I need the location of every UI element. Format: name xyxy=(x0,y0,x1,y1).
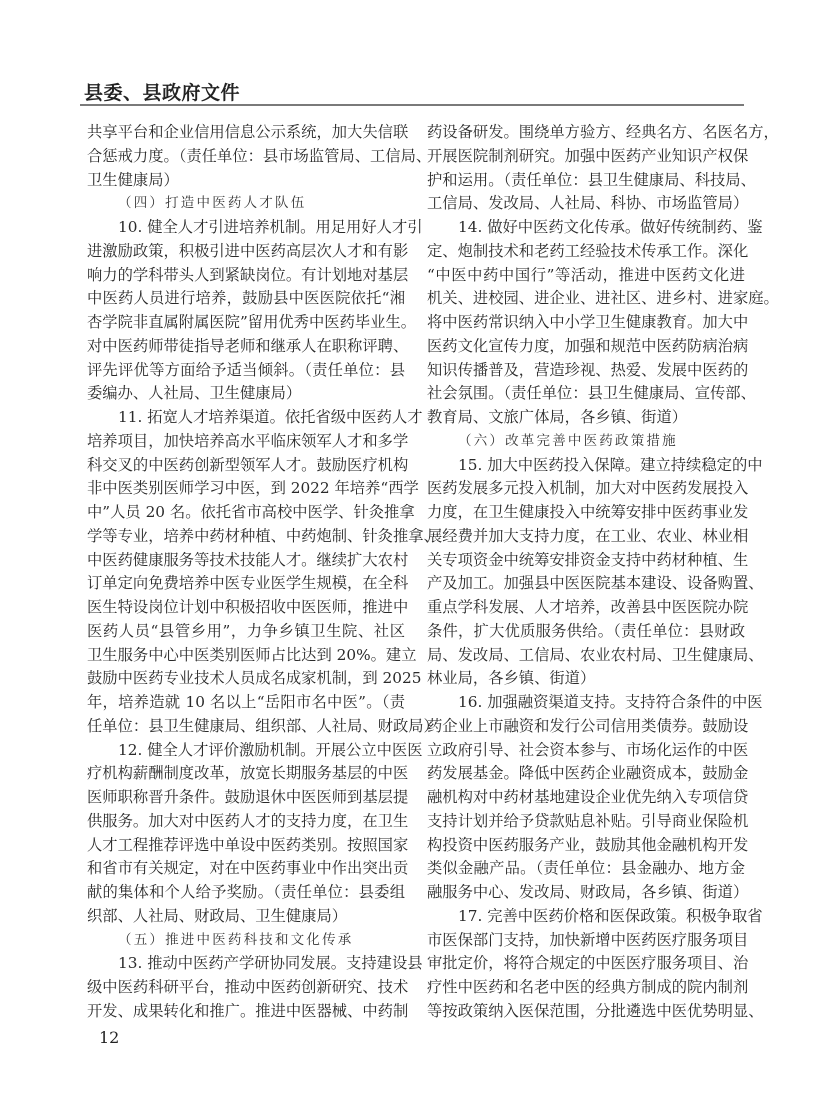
text-line: 合惩戒力度。（责任单位：县市场监管局、工信局、 xyxy=(87,146,432,165)
section-heading xyxy=(87,192,405,216)
text-line: 13. 推动中医药产学研协同发展。支持建设县 xyxy=(118,954,423,973)
section-heading xyxy=(87,929,405,953)
text-line: 立政府引导、社会资本参与、市场化运作的中医 xyxy=(427,740,749,759)
text-line: 教育局、文旅广体局，各乡镇、街道） xyxy=(427,408,688,426)
text-line: 级中医药科研平台，推动中医药创新研究、技术 xyxy=(87,978,409,996)
text-line: 进激励政策，积极引进中医药高层次人才和有影 xyxy=(87,241,409,260)
text-line: 献的集体和个人给予奖励。（责任单位：县委组 xyxy=(87,883,405,901)
text-line: 支持计划并给予贷款贴息补贴。引导商业保险机 xyxy=(427,811,749,830)
text-line: 融服务中心、发改局、财政局，各乡镇、街道） xyxy=(427,883,749,901)
text-line: 类似金融产品。（责任单位：县金融办、地方金 xyxy=(427,859,745,878)
text-line: 融机构对中药材基地建设企业优先纳入专项信贷 xyxy=(427,788,749,806)
paragraph xyxy=(427,121,779,216)
text-line: 药设备研发。围绕单方验方、经典名方、名医名方， xyxy=(427,123,779,141)
paragraph xyxy=(427,454,764,692)
text-line: 学等专业，培养中药材种植、中药炮制、针灸推拿、 xyxy=(87,526,439,545)
paragraph xyxy=(427,905,764,1024)
text-line: 关专项资金中统筹安排资金支持中药材种植、生 xyxy=(427,550,749,569)
text-line: 响力的学科带头人到紧缺岗位。有计划地对基层 xyxy=(87,265,409,284)
page-number: 12 xyxy=(99,1028,120,1047)
text-line: 重点学科发展、人才培养，改善县中医医院办院 xyxy=(427,598,749,616)
text-line: 和省市有关规定，对在中医药事业中作出突出贡 xyxy=(87,859,409,878)
text-line: 局、发改局、工信局、农业农村局、卫生健康局、 xyxy=(427,645,764,664)
text-line: 条件，扩大优质服务供给。（责任单位：县财政 xyxy=(427,621,745,640)
paragraph xyxy=(427,216,779,430)
text-line: 护和运用。（责任单位：县卫生健康局、科技局、 xyxy=(427,170,756,189)
text-line: 委编办、人社局、卫生健康局） xyxy=(87,384,302,403)
text-line: 医药人员“县管乡用”，力争乡镇卫生院、社区 xyxy=(87,621,405,640)
text-line: 非中医类别医师学习中医，到 2022 年培养“西学 xyxy=(87,479,419,498)
paragraph xyxy=(87,739,423,929)
paragraph xyxy=(87,121,432,192)
paragraph xyxy=(427,691,763,905)
text-line: 任单位：县卫生健康局、组织部、人社局、财政局） xyxy=(87,716,439,735)
paragraph xyxy=(87,406,439,739)
text-line: 市医保部门支持，加快新增中医药医疗服务项目 xyxy=(427,930,749,949)
text-line: 17. 完善中医药价格和医保政策。积极争取省 xyxy=(458,906,763,925)
text-line: 科交叉的中医药创新型领军人才。鼓励医疗机构 xyxy=(87,455,409,474)
text-line: 人才工程推荐评选中单设中医药类别。按照国家 xyxy=(87,835,409,854)
text-line: 药企业上市融资和发行公司信用类债券。鼓励设 xyxy=(427,716,749,735)
text-line: 对中医药师带徒指导老师和继承人在职称评聘、 xyxy=(87,336,409,355)
section-heading xyxy=(427,430,745,454)
text-line: 评先评优等方面给予适当倾斜。（责任单位：县 xyxy=(87,360,405,379)
text-line: 卫生健康局） xyxy=(87,170,179,189)
text-line: 中医药健康服务等技术技能人才。继续扩大农村 xyxy=(87,550,409,569)
text-line: 产及加工。加强县中医医院基本建设、设备购置、 xyxy=(427,574,764,593)
text-line: 培养项目，加快培养高水平临床领军人才和多学 xyxy=(87,431,409,450)
text-line: 药发展基金。降低中医药企业融资成本，鼓励金 xyxy=(427,764,749,783)
heading-text: （四）打造中医药人才队伍 xyxy=(118,195,307,212)
text-line: 中”人员 20 名。依托省市高校中医学、针灸推拿 xyxy=(87,503,415,521)
header-rule xyxy=(80,104,744,106)
text-line: 林业局，各乡镇、街道） xyxy=(427,669,596,688)
text-line: 社会氛围。（责任单位：县卫生健康局、宣传部、 xyxy=(427,384,756,403)
text-line: 杏学院非直属附属医院”留用优秀中医药毕业生。 xyxy=(87,313,417,331)
text-line: 医药文化宣传力度，加强和规范中医药防病治病 xyxy=(427,336,749,355)
text-line: 力度，在卫生健康投入中统筹安排中医药事业发 xyxy=(427,503,749,521)
text-line: 开发、成果转化和推广。推进中医器械、中药制 xyxy=(87,1001,409,1020)
text-line: 医师职称晋升条件。鼓励退休中医医师到基层提 xyxy=(87,788,409,806)
text-line: 知识传播普及，营造珍视、热爱、发展中医药的 xyxy=(427,360,749,379)
text-line: 等按政策纳入医保范围，分批遴选中医优势明显、 xyxy=(427,1001,764,1020)
text-line: 10. 健全人才引进培养机制。用足用好人才引 xyxy=(118,218,423,236)
paragraph xyxy=(87,952,423,1023)
running-header-title: 县委、县政府文件 xyxy=(84,82,241,104)
heading-text: （五）推进中医药科技和文化传承 xyxy=(118,931,354,948)
right-column xyxy=(427,121,779,1024)
text-line: 开展医院制剂研究。加强中医药产业知识产权保 xyxy=(427,146,749,165)
text-line: 卫生服务中心中医类别医师占比达到 20%。建立 xyxy=(87,645,417,664)
left-column xyxy=(87,121,439,1024)
text-line: 疗机构薪酬制度改革，放宽长期服务基层的中医 xyxy=(87,764,409,783)
text-line: 审批定价，将符合规定的中医医疗服务项目、治 xyxy=(427,954,749,973)
text-line: “中医中药中国行”等活动，推进中医药文化进 xyxy=(427,265,745,284)
text-line: 鼓励中医药专业技术人员成名成家机制，到 2025 xyxy=(87,669,422,688)
text-line: 12. 健全人才评价激励机制。开展公立中医医 xyxy=(118,740,423,759)
paragraph xyxy=(87,216,423,406)
text-line: 14. 做好中医药文化传承。做好传统制药、鉴 xyxy=(458,218,763,236)
text-line: 中医药人员进行培养，鼓励县中医医院依托“湘 xyxy=(87,289,405,308)
text-line: 疗性中医药和名老中医的经典方制成的院内制剂 xyxy=(427,978,749,996)
text-line: 工信局、发改局、人社局、科协、市场监管局） xyxy=(427,194,749,213)
text-line: 15. 加大中医药投入保障。建立持续稳定的中 xyxy=(458,455,763,474)
text-line: 医生特设岗位计划中积极招收中医医师，推进中 xyxy=(87,598,409,616)
heading-text: （六）改革完善中医药政策措施 xyxy=(458,432,678,449)
text-line: 16. 加强融资渠道支持。支持符合条件的中医 xyxy=(458,693,763,711)
text-line: 年，培养造就 10 名以上“岳阳市名中医”。（责 xyxy=(87,693,405,711)
text-line: 11. 拓宽人才培养渠道。依托省级中医药人才 xyxy=(118,408,423,426)
text-line: 展经费并加大支持力度，在工业、农业、林业相 xyxy=(427,526,749,545)
text-line: 机关、进校园、进企业、进社区、进乡村、进家庭。 xyxy=(427,289,779,308)
text-line: 订单定向免费培养中医专业医学生规模，在全科 xyxy=(87,574,409,593)
text-line: 医药发展多元投入机制，加大对中医药发展投入 xyxy=(427,479,749,498)
text-line: 定、炮制技术和老药工经验技术传承工作。深化 xyxy=(427,241,749,260)
text-line: 构投资中医药服务产业，鼓励其他金融机构开发 xyxy=(427,835,749,854)
text-line: 供服务。加大对中医药人才的支持力度，在卫生 xyxy=(87,811,409,830)
text-line: 共享平台和企业信用信息公示系统，加大失信联 xyxy=(87,123,409,141)
text-line: 织部、人社局、财政局、卫生健康局） xyxy=(87,906,348,925)
text-line: 将中医药常识纳入中小学卫生健康教育。加大中 xyxy=(427,313,749,331)
